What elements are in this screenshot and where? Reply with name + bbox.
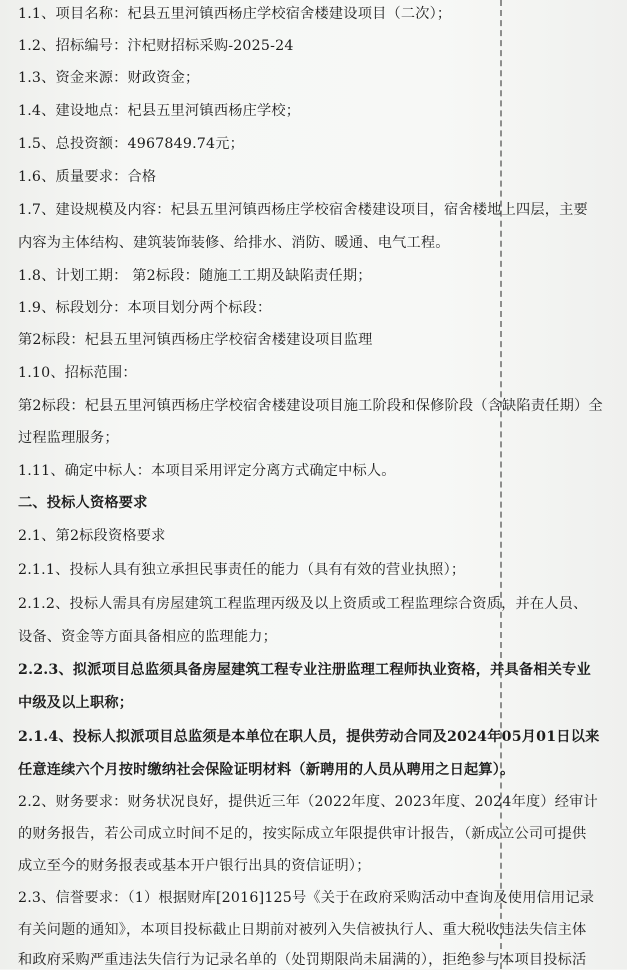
text-line: 2.3、信誉要求：（1）根据财库[2016]125号《关于在政府采购活动中查询及使用信用记录 — [18, 890, 595, 906]
text-line: 2.1.1、投标人具有独立承担民事责任的能力（具有有效的营业执照）； — [18, 562, 466, 578]
text-line: 1.7、建设规模及内容：杞县五里河镇西杨庄学校宿舍楼建设项目，宿舍楼地上四层，主要 — [18, 202, 588, 218]
text-line: 1.4、建设地点：杞县五里河镇西杨庄学校； — [18, 103, 301, 119]
text-line: 2.2.3、拟派项目总监须具备房屋建筑工程专业注册监理工程师执业资格，并具备相关专业 — [18, 662, 591, 678]
text-line: 2.1.4、投标人拟派项目总监须是本单位在职人员，提供劳动合同及2024年05月01日以来 — [18, 729, 600, 745]
text-line: 1.5、总投资额：4967849.74元； — [18, 136, 245, 152]
text-line: 第2标段：杞县五里河镇西杨庄学校宿舍楼建设项目施工阶段和保修阶段（含缺陷责任期）全 — [18, 398, 603, 414]
text-line: 有关问题的通知》，本项目投标截止日期前对被列入失信被执行人、重大税收违法失信主体 — [18, 922, 587, 938]
text-line: 设备、资金等方面具备相应的监理能力； — [18, 629, 277, 645]
text-line: 1.8、计划工期： 第2标段：随施工工期及缺陷责任期； — [18, 268, 372, 284]
text-line: 2.1.2、投标人需具有房屋建筑工程监理丙级及以上资质或工程监理综合资质，并在人员、 — [18, 596, 588, 612]
text-line: 过程监理服务； — [18, 430, 119, 446]
text-line: 2.2、财务要求：财务状况良好，提供近三年（2022年度、2023年度、2024年度）经审计 — [18, 794, 598, 810]
text-line: 的财务报告，若公司成立时间不足的，按实际成立年限提供审计报告，（新成立公司可提供 — [18, 826, 587, 842]
text-line: 1.6、质量要求：合格 — [18, 169, 157, 185]
text-line: 和政府采购严重违法失信行为记录名单的（处罚期限尚未届满的），拒绝参与本项目投标活 — [18, 952, 587, 968]
text-line: 1.2、招标编号：汴杞财招标采购-2025-24 — [18, 38, 294, 54]
text-line: 任意连续六个月按时缴纳社会保险证明材料（新聘用的人员从聘用之日起算）。 — [18, 762, 515, 778]
text-line: 成立至今的财务报表或基本开户银行出具的资信证明）； — [18, 858, 371, 874]
text-line: 1.1、项目名称：杞县五里河镇西杨庄学校宿舍楼建设项目（二次）； — [18, 6, 452, 22]
text-line: 1.11、确定中标人：本项目采用评定分离方式确定中标人。 — [18, 463, 396, 479]
text-line: 1.9、标段划分：本项目划分两个标段： — [18, 300, 272, 316]
text-line: 内容为主体结构、建筑装饰装修、给排水、消防、暖通、电气工程。 — [18, 235, 450, 251]
text-line: 第2标段：杞县五里河镇西杨庄学校宿舍楼建设项目监理 — [18, 332, 373, 348]
text-line: 2.1、第2标段资格要求 — [18, 528, 166, 544]
text-line: 中级及以上职称； — [18, 695, 134, 711]
text-line: 1.3、资金来源：财政资金； — [18, 70, 200, 86]
section-heading: 二、投标人资格要求 — [18, 495, 148, 511]
text-line: 1.10、招标范围： — [18, 365, 137, 381]
